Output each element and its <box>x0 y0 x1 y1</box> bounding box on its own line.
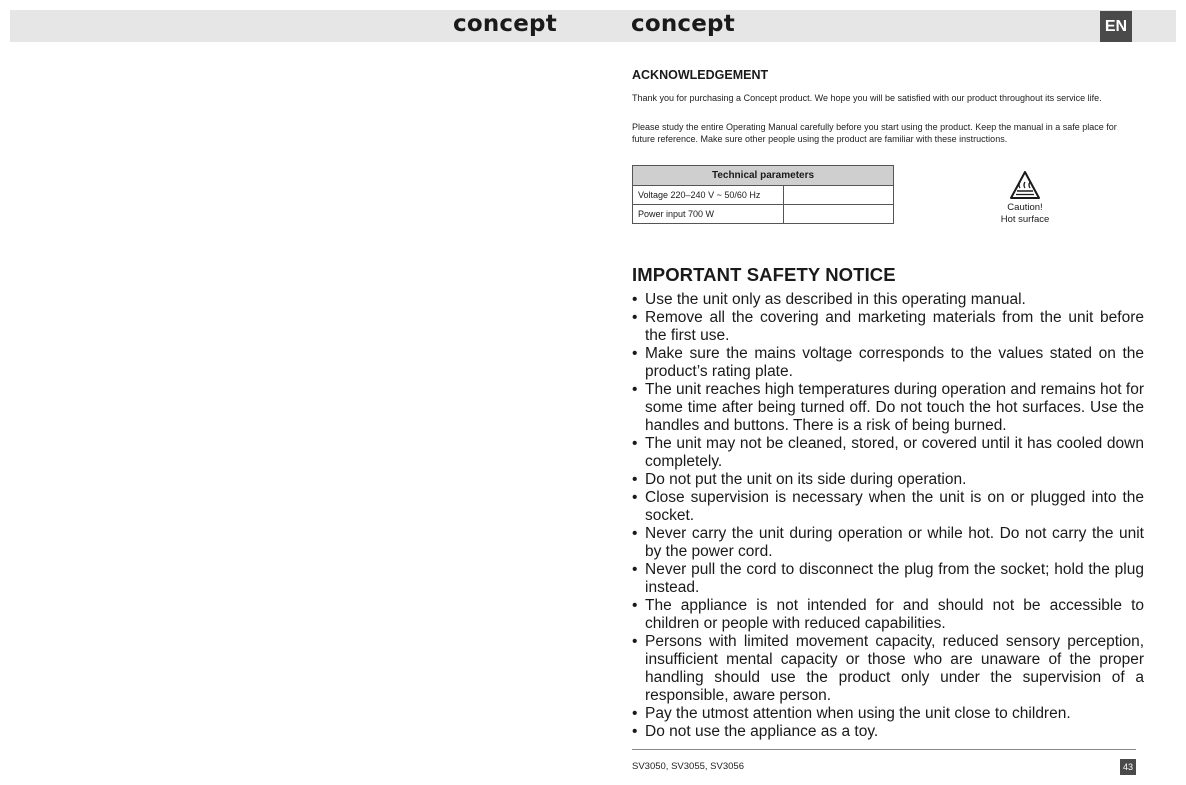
caution-sublabel: Hot surface <box>1000 214 1050 225</box>
list-item: • Make sure the mains voltage corresponds to the values stated on the product’s rating plate. <box>632 345 1144 381</box>
brand-logo-left: concept <box>453 11 557 37</box>
list-item: • Pay the utmost attention when using the unit close to children. <box>632 705 1144 723</box>
language-badge: EN <box>1100 11 1132 42</box>
footer-model-numbers: SV3050, SV3055, SV3056 <box>632 761 744 772</box>
list-item: • The unit reaches high temperatures during operation and remains hot for some time after being turned off. Do not touch the hot surfaces. Use the handles and buttons. There is a risk of being burned. <box>632 381 1144 435</box>
table-row <box>633 205 894 224</box>
list-item: • Never pull the cord to disconnect the plug from the socket; hold the plug instead. <box>632 561 1144 597</box>
parameter-label: Voltage 220–240 V ~ 50/60 Hz <box>633 186 784 205</box>
list-item: • The unit may not be cleaned, stored, or covered until it has cooled down completely. <box>632 435 1144 471</box>
caution-label: Caution! <box>1007 202 1043 213</box>
list-item: • Persons with limited movement capacity, reduced sensory perception, insufficient mental capacity or those who are unaware of the proper handling should use the product only under the supervision of a responsible, aware person. <box>632 633 1144 705</box>
parameter-label: Power input 700 W <box>633 205 784 224</box>
list-item: • Never carry the unit during operation or while hot. Do not carry the unit by the power cord. <box>632 525 1144 561</box>
parameter-value <box>784 205 894 224</box>
safety-notice-title: IMPORTANT SAFETY NOTICE <box>632 264 896 285</box>
list-item: • The appliance is not intended for and should not be accessible to children or people with reduced capabilities. <box>632 597 1144 633</box>
list-item: • Do not use the appliance as a toy. <box>632 723 1144 741</box>
list-item: • Close supervision is necessary when the unit is on or plugged into the socket. <box>632 489 1144 525</box>
list-item: • Remove all the covering and marketing materials from the unit before the first use. <box>632 309 1144 345</box>
safety-notice-list <box>632 291 1144 741</box>
acknowledgement-paragraph: Please study the entire Operating Manual carefully before you start using the product. Keep the manual in a safe place for future reference. Make sure other people using the product are familiar with these instructions. <box>632 122 1117 144</box>
left-page-blank <box>12 44 590 774</box>
header-bar <box>10 10 1176 42</box>
footer-divider <box>632 749 1136 750</box>
caution-block <box>992 170 1058 226</box>
technical-parameters-header: Technical parameters <box>633 166 894 186</box>
list-item: • Do not put the unit on its side during operation. <box>632 471 1144 489</box>
parameter-value <box>784 186 894 205</box>
list-item: • Use the unit only as described in this operating manual. <box>632 291 1144 309</box>
table-row <box>633 186 894 205</box>
page-number: 43 <box>1120 759 1136 775</box>
acknowledgement-paragraph: Thank you for purchasing a Concept product. We hope you will be satisfied with our product throughout its service life. <box>632 93 1102 103</box>
technical-parameters-table <box>632 165 894 224</box>
acknowledgement-title: ACKNOWLEDGEMENT <box>632 68 769 82</box>
brand-logo-right: concept <box>631 11 735 37</box>
hot-surface-warning-icon <box>1009 170 1041 200</box>
